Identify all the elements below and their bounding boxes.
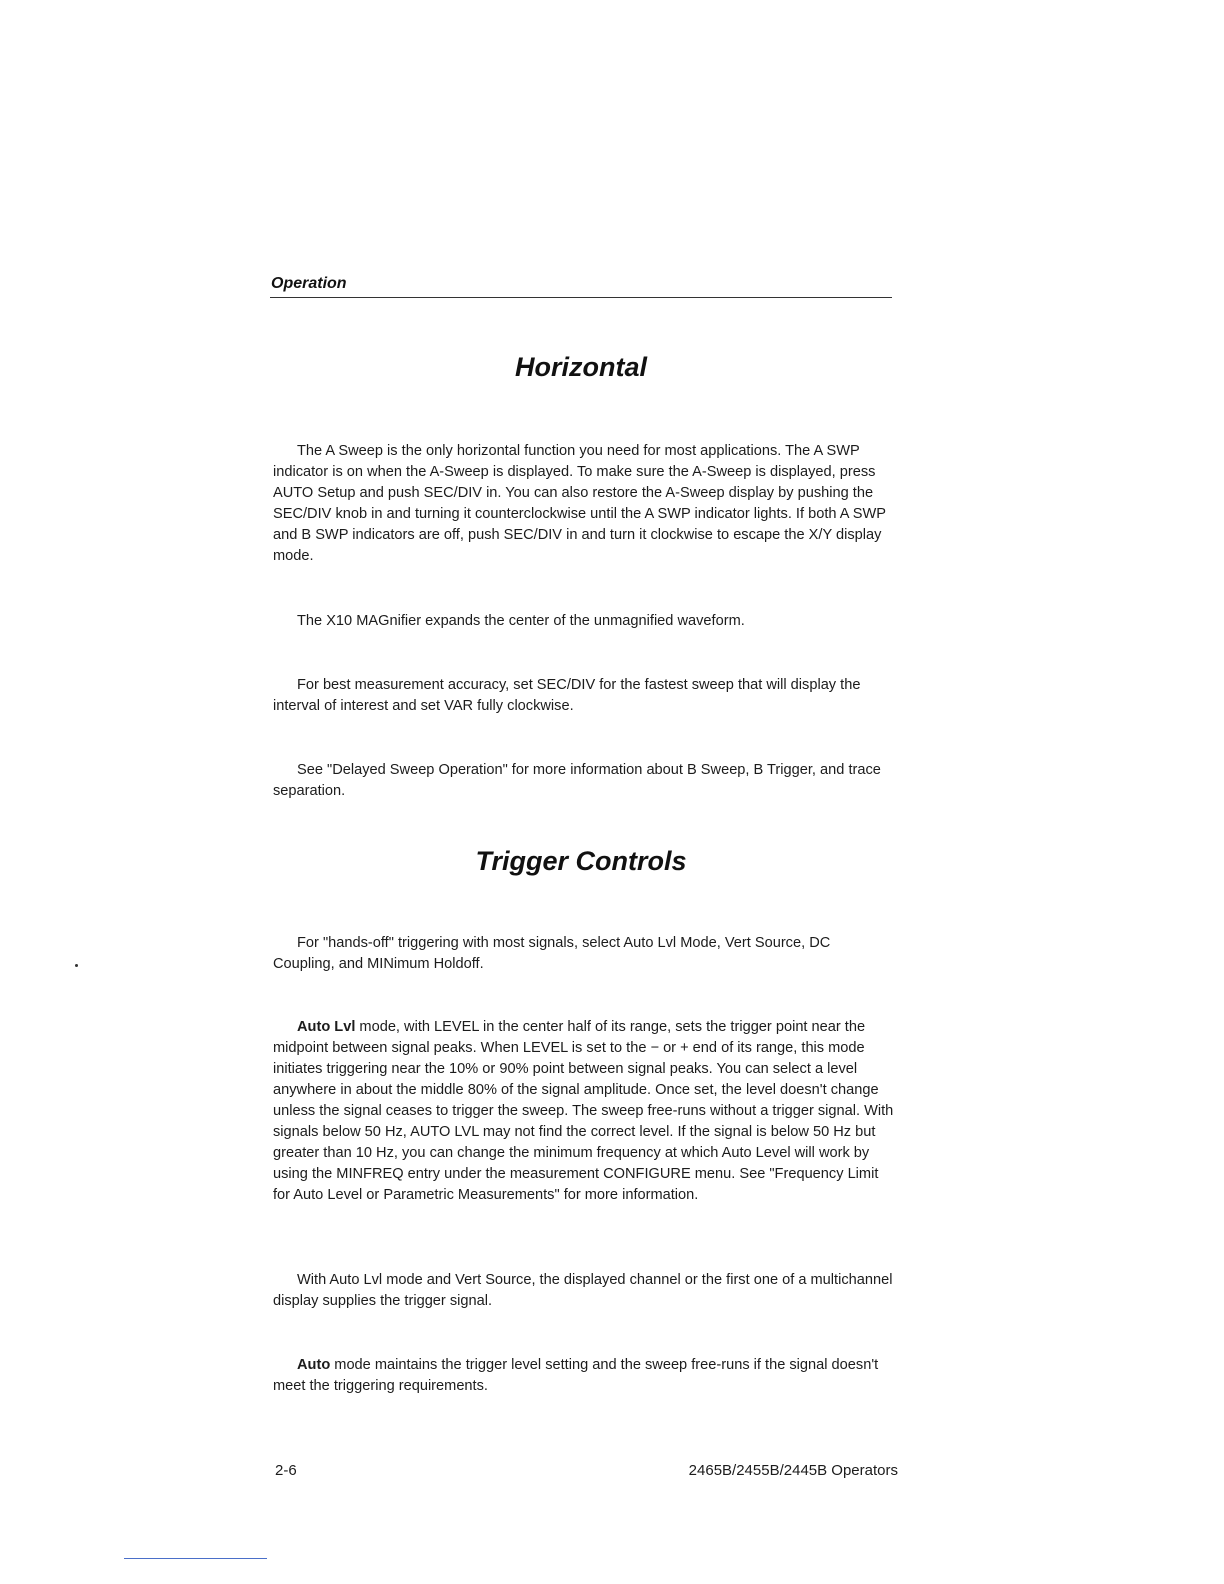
horizontal-paragraph-3-text: For best measurement accuracy, set SEC/DIV for the fastest sweep that will display the interval of interest and set VAR fully clockwise. bbox=[273, 677, 861, 714]
page-number: 2-6 bbox=[275, 1462, 297, 1479]
trigger-paragraph-3 bbox=[273, 1270, 895, 1312]
horizontal-paragraph-4-text: See "Delayed Sweep Operation" for more information about B Sweep, B Trigger, and trace separation. bbox=[273, 762, 881, 799]
trigger-paragraph-1 bbox=[273, 933, 895, 975]
trigger-paragraph-2-text: mode, with LEVEL in the center half of its range, sets the trigger point near the midpoint between signal peaks. When LEVEL is set to the − or + end of its range, this mode initiates triggering near the 10% or 90% point between signal peaks. You can select a level anywhere in about the middle 80% of the signal amplitude. Once set, the level doesn't change unless the signal ceases to trigger the sweep. The sweep free-runs without a trigger signal. With signals below 50 Hz, AUTO LVL may not find the correct level. If the signal is below 50 Hz but greater than 10 Hz, you can change the minimum frequency at which Auto Level will work by using the MINFREQ entry under the measurement CONFIGURE menu. See "Frequency Limit for Auto Level or Parametric Measurements" for more information. bbox=[273, 1019, 894, 1203]
bottom-rule bbox=[124, 1558, 267, 1559]
section-title-horizontal: Horizontal bbox=[515, 352, 647, 382]
header-rule bbox=[270, 297, 892, 298]
section-title-trigger-controls: Trigger Controls bbox=[475, 846, 687, 876]
horizontal-paragraph-1 bbox=[273, 441, 895, 567]
trigger-paragraph-1-text: For "hands-off" triggering with most signals, select Auto Lvl Mode, Vert Source, DC Coupling, and MINimum Holdoff. bbox=[273, 935, 831, 972]
horizontal-paragraph-4 bbox=[273, 760, 895, 802]
trigger-paragraph-2 bbox=[273, 1017, 895, 1206]
horizontal-paragraph-2-text: The X10 MAGnifier expands the center of the unmagnified waveform. bbox=[297, 613, 745, 629]
auto-lvl-term: Auto Lvl bbox=[297, 1019, 356, 1035]
running-head: Operation bbox=[271, 275, 347, 292]
stray-mark bbox=[75, 964, 78, 967]
trigger-paragraph-4-text: mode maintains the trigger level setting and the sweep free-runs if the signal doesn't meet the triggering requirements. bbox=[273, 1357, 879, 1394]
horizontal-paragraph-3 bbox=[273, 675, 895, 717]
horizontal-paragraph-1-text: The A Sweep is the only horizontal function you need for most applications. The A SWP indicator is on when the A-Sweep is displayed. To make sure the A-Sweep is displayed, press AUTO Setup and push SEC/DIV in. You can also restore the A-Sweep display by pushing the SEC/DIV knob in and turning it counterclockwise until the A SWP indicator lights. If both A SWP and B SWP indicators are off, push SEC/DIV in and turn it clockwise to escape the X/Y display mode. bbox=[273, 443, 886, 564]
horizontal-paragraph-2 bbox=[273, 611, 895, 632]
manual-title: 2465B/2455B/2445B Operators bbox=[688, 1462, 898, 1479]
trigger-paragraph-3-text: With Auto Lvl mode and Vert Source, the displayed channel or the first one of a multichannel display supplies the trigger signal. bbox=[273, 1272, 893, 1309]
trigger-paragraph-4 bbox=[273, 1355, 895, 1397]
auto-term: Auto bbox=[297, 1357, 331, 1373]
